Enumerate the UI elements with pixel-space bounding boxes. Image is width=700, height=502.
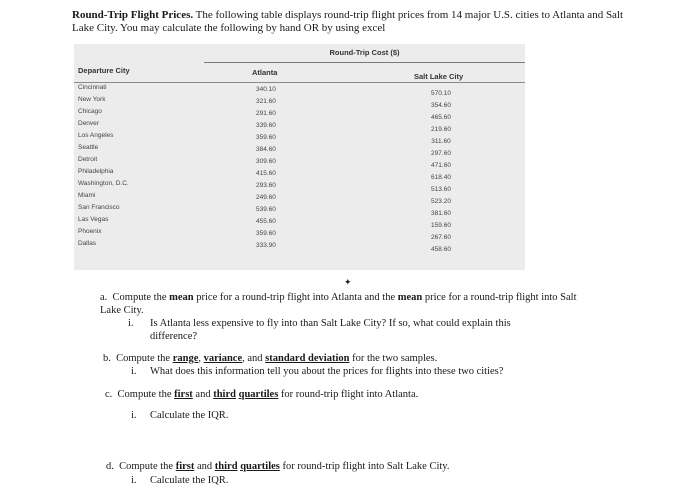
question-a-i: Is Atlanta less expensive to fly into than Salt Lake City? If so, what could explain this difference? [150, 318, 511, 342]
question-d-i: Calculate the IQR. [150, 475, 229, 486]
city-cell: Seattle [78, 144, 99, 151]
question-c-i: Calculate the IQR. [150, 410, 229, 421]
flight-price-table [74, 44, 525, 270]
atlanta-cell: 539.60 [256, 206, 276, 213]
salt-lake-city-cell: 297.60 [431, 150, 451, 157]
city-cell: Washington, D.C. [78, 180, 129, 187]
atlanta-header: Atlanta [252, 68, 278, 77]
atlanta-cell: 340.10 [256, 86, 276, 93]
salt-lake-city-column [426, 88, 456, 256]
atlanta-cell: 359.60 [256, 230, 276, 237]
question-d-post: for round-trip flight into Salt Lake City. [279, 461, 450, 472]
question-b-standard-deviation: standard deviation [265, 353, 350, 364]
question-b-marker: b. [103, 353, 111, 364]
atlanta-cell: 293.60 [256, 182, 276, 189]
city-cell: Philadelphia [78, 168, 114, 175]
question-b-variance: variance [203, 353, 243, 364]
city-cell: Chicago [78, 108, 102, 115]
atlanta-cell: 415.60 [256, 170, 276, 177]
question-c-first: first [174, 389, 193, 400]
city-cell: Detroit [78, 156, 98, 163]
question-c-and: and [192, 389, 214, 400]
question-a-mid: price for a round-trip flight into Atlanta and the [193, 292, 398, 303]
question-d-quartiles: quartiles [240, 461, 280, 472]
atlanta-cell: 339.60 [256, 122, 276, 129]
city-cell: Miami [78, 192, 96, 199]
question-d-i-marker: i. [131, 475, 137, 486]
atlanta-cell: 455.60 [256, 218, 276, 225]
question-c-quartiles: quartiles [238, 389, 279, 400]
salt-lake-city-header: Salt Lake City [414, 72, 464, 81]
question-d-third: third [214, 461, 238, 472]
question-b-i-marker: i. [131, 366, 137, 377]
question-a-marker: a. [100, 292, 108, 303]
question-c-third: third [213, 389, 236, 400]
question-a-pre: Compute the [112, 292, 170, 303]
city-cell: New York [78, 96, 106, 103]
atlanta-cell: 359.60 [256, 134, 276, 141]
question-c-marker: c. [105, 389, 113, 400]
salt-lake-city-cell: 458.60 [431, 246, 451, 253]
city-cell: Denver [78, 120, 99, 127]
atlanta-column [256, 84, 276, 252]
salt-lake-city-cell: 471.60 [431, 162, 451, 169]
atlanta-cell: 291.60 [256, 110, 276, 117]
question-c-i-marker: i. [131, 410, 137, 421]
question-a [100, 291, 580, 317]
question-b-sep1: , [198, 353, 204, 364]
salt-lake-city-cell: 513.60 [431, 186, 451, 193]
question-c-pre: Compute the [117, 389, 175, 400]
salt-lake-city-cell: 523.20 [431, 198, 451, 205]
city-cell: Los Angeles [78, 132, 114, 139]
question-a-i-marker: i. [128, 318, 134, 329]
question-c-post: for round-trip flight into Atlanta. [278, 389, 419, 400]
question-b-pre: Compute the [116, 353, 173, 364]
departure-city-header: Departure City [78, 66, 130, 75]
question-c [105, 388, 575, 401]
mouse-cursor-icon: ✦ [344, 277, 352, 287]
city-cell: Las Vegas [78, 216, 109, 223]
atlanta-cell: 333.90 [256, 242, 276, 249]
salt-lake-city-cell: 159.60 [431, 222, 451, 229]
question-b-i: What does this information tell you about the prices for flights into these two cities? [150, 366, 504, 377]
salt-lake-city-cell: 267.60 [431, 234, 451, 241]
question-b-range: range [172, 353, 199, 364]
intro-paragraph [72, 9, 632, 35]
cost-header-rule [204, 62, 525, 63]
salt-lake-city-cell: 354.60 [431, 102, 451, 109]
salt-lake-city-cell: 618.40 [431, 174, 451, 181]
cost-header: Round-Trip Cost ($) [329, 48, 400, 57]
city-cell: Dallas [78, 240, 97, 247]
city-cell: San Francisco [78, 204, 120, 211]
salt-lake-city-cell: 381.60 [431, 210, 451, 217]
question-b-post: for the two samples. [349, 353, 438, 364]
question-a-mean-1: mean [169, 292, 194, 303]
intro-title: Round-Trip Flight Prices. [72, 9, 194, 21]
question-b-sep2: , and [242, 353, 266, 364]
atlanta-cell: 321.60 [256, 98, 276, 105]
city-column [78, 82, 129, 250]
question-b [103, 352, 573, 365]
city-cell: Phoenix [78, 228, 102, 235]
city-cell: Cincinnati [78, 84, 107, 91]
salt-lake-city-cell: 311.60 [431, 138, 451, 145]
intro-text: The following table displays round-trip flight prices from 14 major U.S. cities to Atlanta and Salt Lake City. You may calculate the following by hand OR by using excel [72, 9, 624, 34]
question-d-and: and [194, 461, 215, 472]
atlanta-cell: 384.60 [256, 146, 276, 153]
atlanta-cell: 249.60 [256, 194, 276, 201]
salt-lake-city-cell: 219.60 [431, 126, 451, 133]
question-d [106, 460, 576, 473]
atlanta-cell: 309.60 [256, 158, 276, 165]
salt-lake-city-cell: 570.10 [431, 90, 451, 97]
header-rule [74, 82, 525, 83]
question-a-mean-2: mean [397, 292, 423, 303]
question-d-pre: Compute the [119, 461, 176, 472]
question-d-first: first [175, 461, 195, 472]
question-d-marker: d. [106, 461, 114, 472]
salt-lake-city-cell: 465.60 [431, 114, 451, 121]
question-a-post: price for a round-trip flight into Salt Lake City. [100, 292, 577, 316]
